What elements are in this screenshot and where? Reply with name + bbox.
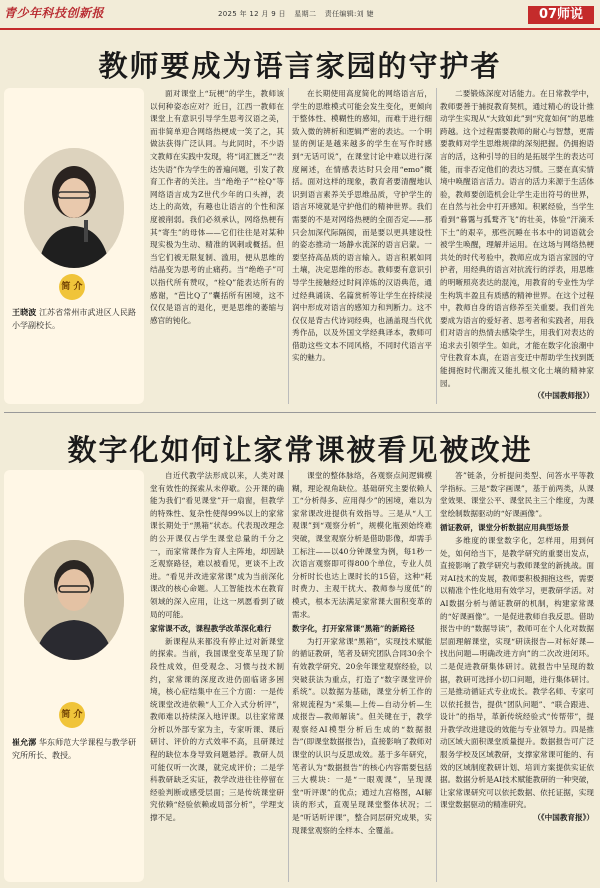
subheading: 家常课不改，课程教学改革深化难行 (150, 624, 272, 634)
issue-editor: 责任编辑:刘 婕 (324, 10, 374, 18)
author-intro-badge: 简 介 (59, 274, 85, 300)
paragraph: 课堂的整体脉络，各观察点间逻辑模糊，理论视角缺位。基础研究主要依赖人工“分析得多、应用得少”的困境，难以为家常课改进提供有效指导。三是从“人工观课”到“观察分析”，规模化瓶颈始终难突破，课堂观察分析是借助影像，却需手工标注——以40分钟课堂为例，每1秒一次语言观察即可得800个单位，专业人员分析时长也达上课时长的15倍，这种“耗时费力、主观干扰大、教师参与度低”的模式，根本无法满足家常课大面积变革的需求。 (292, 471, 432, 619)
column-rule (436, 88, 437, 404)
issue-meta (218, 9, 380, 19)
column-rule (436, 470, 437, 882)
article1-column-3 (440, 88, 594, 404)
article1-column-2 (292, 88, 432, 404)
paragraph: 多维度的课堂数字化，怎样用，用到何处，如何给当下，是教学研究的重要出发点，直接影响了教学研究与教师课堂的新挑战。面对AI技术的发展，教师要积极拥抱这些，需要以精准个性化地用有效学习，更教研学活。对AI数据分析与循证教研的机制，构建家常课的“好课画像”。一是促进教师自我反思。借助报告中的“数据导读”，教师可在个人化对数据层面理解课堂，实现“研读报告—对标好课—找出问题—明确改进方向”的二次改进闭环。二是促进教研集体研讨。就报告中呈现的数据，教研可选择小切口问题，进行集体研讨。三是推动循证式专业成长。教学名师、专家可以依托报告，提供“团队问题”、“联合跟进、设计”的指导，革新传统经验式“传帮带”，提升教学改进建设的效能与专业领导力。四是推动区域大面积课堂质量提升。数据报告可广泛服务学校及区域教研，支撑家常课可能的、有效的区域制度教研计划、培训方案提供实证依据。数据分析是AI技术赋能教研的一种突破，让家常课研究可以依托数据、依托证据，实现课堂数据驱动的精准研究。 (440, 535, 594, 810)
author-description: 江苏省常州市武进区人民路小学副校长。 (12, 308, 137, 330)
author-name: 崔允漷 (12, 737, 37, 747)
issue-date: 2025 年 12 月 9 日 (218, 10, 286, 18)
article1-source: （《中国教师报》） (533, 391, 594, 400)
issue-weekday: 星期二 (294, 10, 317, 18)
newspaper-brand: 青少年科技创新报 (4, 6, 105, 20)
article1-column-1 (150, 88, 284, 404)
article1-title: 教师要成为语言家园的守护者 (98, 49, 502, 83)
article2-title: 数字化如何让家常课被看见被改进 (67, 433, 533, 467)
paragraph: 为打开家常课“黑箱”，实现技术赋能的循证教研，笔者及研究团队合同30余个有效教学研究、20余年课堂观察经验，以突破获法为重点，打造了“数字课堂评价系统”。以数据为基础，课堂分析工作的常规流程为“采集—上传—自动分析—生成报告—教师解读”。但关键在于，教学观察经AI模型分析后生成的“数据报告”(即课堂数据报告)，直接影响了教师对课堂的认识与反思成效。基于多年研究，笔者认为“数据报告”的核心内容需要包括三大模块：一是“一眼观课”，呈现课堂“听评课”的优点；通过九宫格图，AI解读的形式，直观呈现课堂整体状况；二是“听话听评课”，整合同层研究成果，实现课堂观察的全样本、全覆盖。 (292, 636, 432, 835)
page-header (0, 0, 600, 26)
author-description: 华东师范大学课程与教学研究所所长、教授。 (12, 738, 137, 760)
subheading: 循证教研，课堂分析数据应用典型场景 (440, 523, 570, 533)
paragraph: 新课程从来都没有停止过对新课堂的探索。当前，我国课堂变革呈现了阶段性成效，但受观念、习惯与技术制约，家常课的深度改进仍面临诸多困境，核心症结集中在三个方面：一是传统课堂改进依赖“人工介入式分析评”，教师难以持续深入地评课。以往家常课分析以外部专家为主，专家听课、课后研讨、评价的方式效率不高，且研课过程的缺位本身导致问题悬浮。教研人员可能仅听一次课，就完成评价；二是学科教研缺乏实证，教学改进往往停留在经验判断或感受层面；三是传统课堂研究依赖“经验依赖或局部分析”，学理支撑不足。 (150, 636, 284, 823)
author-portrait-icon (24, 148, 124, 268)
column-rule (288, 470, 289, 882)
article1-author-panel (4, 88, 144, 404)
author-intro-badge: 简 介 (59, 702, 85, 728)
paragraph: 答”链条，分析提问类型、问答水平等教学指标。三是“数字画课”，基于前两类，从课堂效果、课堂公平、课堂民主三个维度，为课堂绘制数据驱动的“好课画像”。 (440, 471, 594, 518)
article-divider (4, 412, 596, 413)
author-bio (12, 736, 136, 762)
paragraph: 自近代教学法形成以来，人类对课堂有效性的探索从未停歇。公开课的确能为我们“看见课堂”开一扇窗，但教学的特殊性、复杂性使得99%以上的家常课长期处于“黑箱”状态。代表现改理念的公开课仅占学生课堂总量的千分之一，而家常课作为育人主阵地，却因缺乏观察路径，难以被看见，更谈不上改进。“看见并改进家常课”成为当前深化课改的核心命题。人工智能技术在教育领域的深入应用，让这一夙愿看到了破局的可能。 (150, 471, 284, 619)
article2-column-2 (292, 470, 432, 882)
section-tab: 07师说 (528, 6, 594, 24)
article2-column-1 (150, 470, 284, 882)
author-name: 王晓波 (12, 307, 37, 317)
article2-source: （《中国教育报》） (533, 813, 594, 823)
subheading: 数字化，打开家常课“黑箱”的新路径 (292, 624, 415, 634)
paragraph: 在长期使用高度简化的网络语言后，学生的思维模式可能会发生变化，更倾向于整体性、模糊性的感知，而难于进行细致入微的辨析和逻辑严密的表达。一个明显的例证是越来越多的学生在写作时感到“无话可说”，在课堂讨论中难以进行深度阐述，在情感表达时只会用“emo”概括。面对这样的现象，教育者要清醒地认识到语言素养关乎思维品质，守护学生的语言环境就是守护他们的精神世界。我们需要的不是对网络热梗的全面否定——那只会加深代际隔阂，而是要以更具建设性的姿态推动一场静水流深的语言启蒙。一要坚持高品质的语言输入。语言积累如同土壤，决定思维的形态。教师要有意识引导学生接触经过时间淬炼的汉语典范，通过经典诵读、名篇赏析等让学生在持续浸润中形成对语言的感知力和判断力。这不仅仅是背古代诗词经典，也涵盖现当代优秀作品，以及外国文学经典译本，教师可借助这些文本不同风格，不同时代语言平实的魅力。 (292, 89, 432, 363)
paragraph: 面对课堂上“玩梗”的学生，教师该以何种姿态应对？近日，江西一教师在课堂上有意识引导学生思考汉语之美，而非简单迎合网络热梗成一笑了之，其做法获得广泛认同。与此同时，不少语文教师在实践中发现，将“词汇匮乏”“表达失语”作为学生的普遍问题，引发了教育工作者的关注。当“绝绝子”“栓Q”等网络语言成为Z世代少年的口头禅，表达上的高效，有趣也让语言的个性和深度被削弱。我们必须承认，网络热梗有其“寄生”的母体——它们往往是对某种现实极为生动、精准的讽刺或概括。但当它们被无限复制、滥用，便从思维的结晶变为思考的止痛药。当“绝绝子”可以指代所有赞叹，“栓Q”能表达所有的感谢，“芭比Q了”囊括所有困境，这不仅仅是语言的退化，更是思维的萎缩与感官的钝化。 (150, 89, 284, 325)
author-photo (24, 540, 124, 660)
column-rule (288, 88, 289, 404)
article2-column-3 (440, 470, 594, 882)
paragraph: 二要锻炼深度对话能力。在日常教学中，教师要善于捕捉教育契机，通过精心的设计推动学生实现从“大致如此”到“究竟如何”的思维跨越。这个过程需要教师的耐心与智慧，更需要教师对学生思维规律的深刻把握。仍拥抱语言的活，这种引导的目的是拓展学生的表达可能，而非否定他们的表达习惯。三要在真实情境中唤醒语言活力。语言的活力来源于生活体验，教师要创造机会让学生走出符号的世界，在自然与社会中打开感知。积累经验，当学生看到“暮霭与孤鹜齐飞”的壮美，体验“汗滴禾下土”的艰辛，那些沉睡在书本中的词语就会被学生唤醒，理解并运用。在这场与网络热梗共处的时代考验中，教师应成为语言家园的守护者，用经典的语言对抗流行的浮表，用思维的明晰照亮表达的混沌，用教育的专业性为学生构筑丰盈且有质感的精神世界。在这个过程中，教师自身的语言修养至关重要。我们首先要成为语言的爱好者、思考者和实践者，用我们对语言的热情去感染学生，用我们对表达的追求去引领学生。如此，才能在数字化浪潮中守住教育本真，在语言变迁中帮助学生找到既能拥抱时代潮流又能扎根文化土壤的精神家园。 (440, 89, 594, 388)
header-rule (0, 28, 600, 30)
author-photo (24, 148, 124, 268)
author-bio (12, 306, 136, 332)
article2-author-panel (4, 470, 144, 882)
author-portrait-icon (24, 540, 124, 660)
